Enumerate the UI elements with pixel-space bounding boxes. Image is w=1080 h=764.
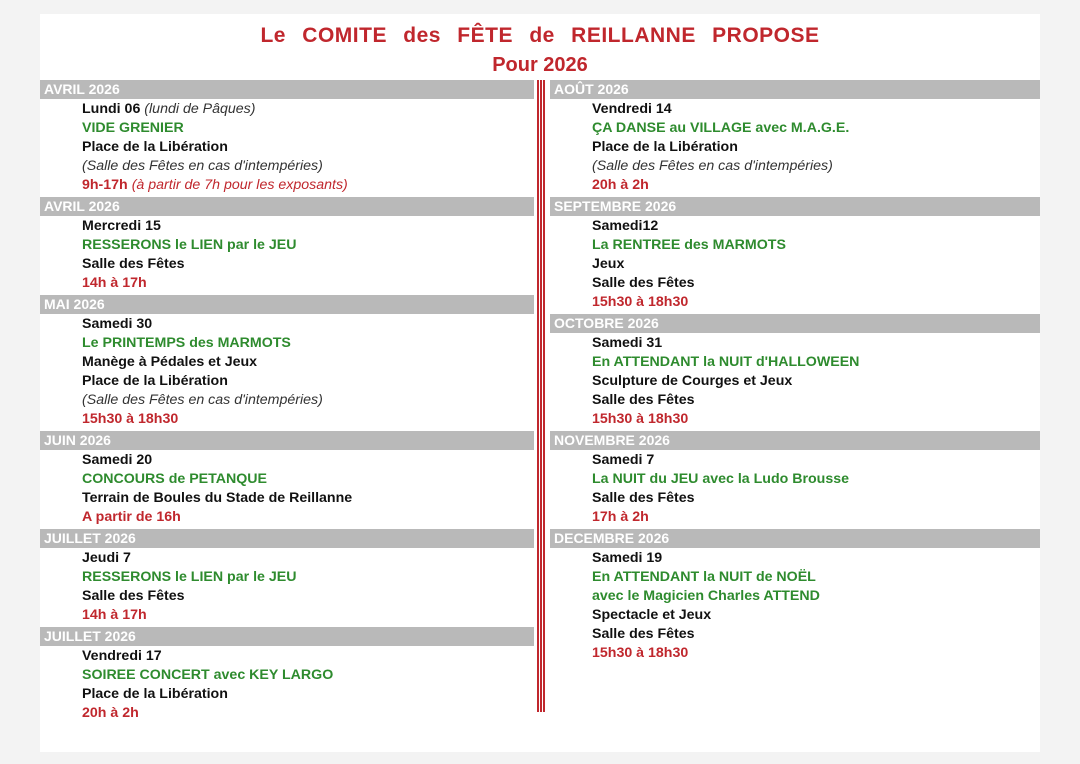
month-header: NOVEMBRE 2026 xyxy=(550,431,1040,450)
event-detail: Salle des Fêtes xyxy=(592,275,695,291)
month-header: JUIN 2026 xyxy=(40,431,534,450)
event-date: Mercredi 15 xyxy=(82,218,161,234)
poster-sheet xyxy=(40,14,1040,752)
event-date: Samedi 7 xyxy=(592,452,655,468)
event-title-continued: avec le Magicien Charles ATTEND xyxy=(592,588,820,604)
event-time: A partir de 16h xyxy=(82,509,181,525)
page-title: Le COMITE des FÊTE de REILLANNE PROPOSE xyxy=(260,24,820,47)
event-date-line xyxy=(592,217,1040,236)
month-header: MAI 2026 xyxy=(40,295,534,314)
event-time-line xyxy=(82,176,534,195)
event-detail: Salle des Fêtes xyxy=(592,626,695,642)
event-detail: Salle des Fêtes xyxy=(592,392,695,408)
event-date: Samedi 19 xyxy=(592,550,663,566)
event-block xyxy=(40,450,534,527)
event-time-line xyxy=(592,293,1040,312)
event-detail: Place de la Libération xyxy=(592,139,738,155)
event-time: 14h à 17h xyxy=(82,607,147,623)
event-date: Lundi 06 xyxy=(82,101,141,117)
event-date: Samedi 20 xyxy=(82,452,153,468)
event-detail: Terrain de Boules du Stade de Reillanne xyxy=(82,490,353,506)
event-title: ÇA DANSE au VILLAGE avec M.A.G.E. xyxy=(592,120,850,136)
event-date-line xyxy=(82,315,534,334)
month-header: SEPTEMBRE 2026 xyxy=(550,197,1040,216)
event-date-line xyxy=(592,451,1040,470)
event-time: 15h30 à 18h30 xyxy=(592,411,689,427)
event-time-line xyxy=(82,410,534,429)
event-date-line xyxy=(82,451,534,470)
event-title: En ATTENDANT la NUIT d'HALLOWEEN xyxy=(592,354,860,370)
event-title: En ATTENDANT la NUIT de NOËL xyxy=(592,569,816,585)
event-time-line xyxy=(82,274,534,293)
event-date-line xyxy=(592,334,1040,353)
month-header: JUILLET 2026 xyxy=(40,627,534,646)
month-header: JUILLET 2026 xyxy=(40,529,534,548)
event-detail: Jeux xyxy=(592,256,625,272)
event-block xyxy=(40,216,534,293)
event-detail: Salle des Fêtes xyxy=(592,490,695,506)
event-weather-note: (Salle des Fêtes en cas d'intempéries) xyxy=(82,158,323,174)
event-detail: Salle des Fêtes xyxy=(82,256,185,272)
event-date: Jeudi 7 xyxy=(82,550,131,566)
event-title: VIDE GRENIER xyxy=(82,120,184,136)
event-title: CONCOURS de PETANQUE xyxy=(82,471,267,487)
event-time-line xyxy=(592,410,1040,429)
event-title: La RENTREE des MARMOTS xyxy=(592,237,786,253)
event-date-line xyxy=(82,647,534,666)
event-date-line xyxy=(82,549,534,568)
event-title: RESSERONS le LIEN par le JEU xyxy=(82,569,297,585)
event-detail: Place de la Libération xyxy=(82,139,228,155)
right-column xyxy=(550,80,1040,663)
event-time: 15h30 à 18h30 xyxy=(592,294,689,310)
event-time-line xyxy=(592,176,1040,195)
event-time-line xyxy=(592,644,1040,663)
event-block xyxy=(550,99,1040,195)
event-time: 20h à 2h xyxy=(592,177,649,193)
event-weather-note: (Salle des Fêtes en cas d'intempéries) xyxy=(82,392,323,408)
event-block xyxy=(40,646,534,723)
event-date: Vendredi 17 xyxy=(82,648,162,664)
month-header: OCTOBRE 2026 xyxy=(550,314,1040,333)
column-divider xyxy=(536,80,546,712)
event-time-line xyxy=(82,704,534,723)
event-title: SOIREE CONCERT avec KEY LARGO xyxy=(82,667,334,683)
month-header: AVRIL 2026 xyxy=(40,197,534,216)
event-detail: Place de la Libération xyxy=(82,373,228,389)
event-title: Le PRINTEMPS des MARMOTS xyxy=(82,335,291,351)
event-detail: Spectacle et Jeux xyxy=(592,607,712,623)
month-header: AOÛT 2026 xyxy=(550,80,1040,99)
event-detail: Sculpture de Courges et Jeux xyxy=(592,373,793,389)
event-time-line xyxy=(82,508,534,527)
event-title: RESSERONS le LIEN par le JEU xyxy=(82,237,297,253)
event-time: 9h-17h xyxy=(82,177,128,193)
event-date-line xyxy=(592,100,1040,119)
event-date: Vendredi 14 xyxy=(592,101,672,117)
event-time-line xyxy=(592,508,1040,527)
month-header: DECEMBRE 2026 xyxy=(550,529,1040,548)
event-weather-note: (Salle des Fêtes en cas d'intempéries) xyxy=(592,158,833,174)
event-date-line xyxy=(592,549,1040,568)
event-time: 14h à 17h xyxy=(82,275,147,291)
left-column xyxy=(40,80,534,723)
event-date-line xyxy=(82,217,534,236)
event-time: 17h à 2h xyxy=(592,509,649,525)
page-subtitle: Pour 2026 xyxy=(492,54,588,76)
event-block xyxy=(550,450,1040,527)
event-detail: Place de la Libération xyxy=(82,686,228,702)
event-date-line xyxy=(82,100,534,119)
event-time-line xyxy=(82,606,534,625)
event-title: La NUIT du JEU avec la Ludo Brousse xyxy=(592,471,850,487)
event-detail: Manège à Pédales et Jeux xyxy=(82,354,258,370)
month-header: AVRIL 2026 xyxy=(40,80,534,99)
event-time: 15h30 à 18h30 xyxy=(592,645,689,661)
event-block xyxy=(40,99,534,195)
event-block xyxy=(40,548,534,625)
event-block xyxy=(550,216,1040,312)
event-detail: Salle des Fêtes xyxy=(82,588,185,604)
event-date: Samedi 31 xyxy=(592,335,663,351)
event-block xyxy=(550,548,1040,663)
event-date: Samedi12 xyxy=(592,218,659,234)
event-block xyxy=(40,314,534,429)
event-time: 20h à 2h xyxy=(82,705,139,721)
event-time: 15h30 à 18h30 xyxy=(82,411,179,427)
event-date-note: (lundi de Pâques) xyxy=(144,101,256,117)
event-time-note: (à partir de 7h pour les exposants) xyxy=(131,177,348,193)
event-date: Samedi 30 xyxy=(82,316,153,332)
event-block xyxy=(550,333,1040,429)
